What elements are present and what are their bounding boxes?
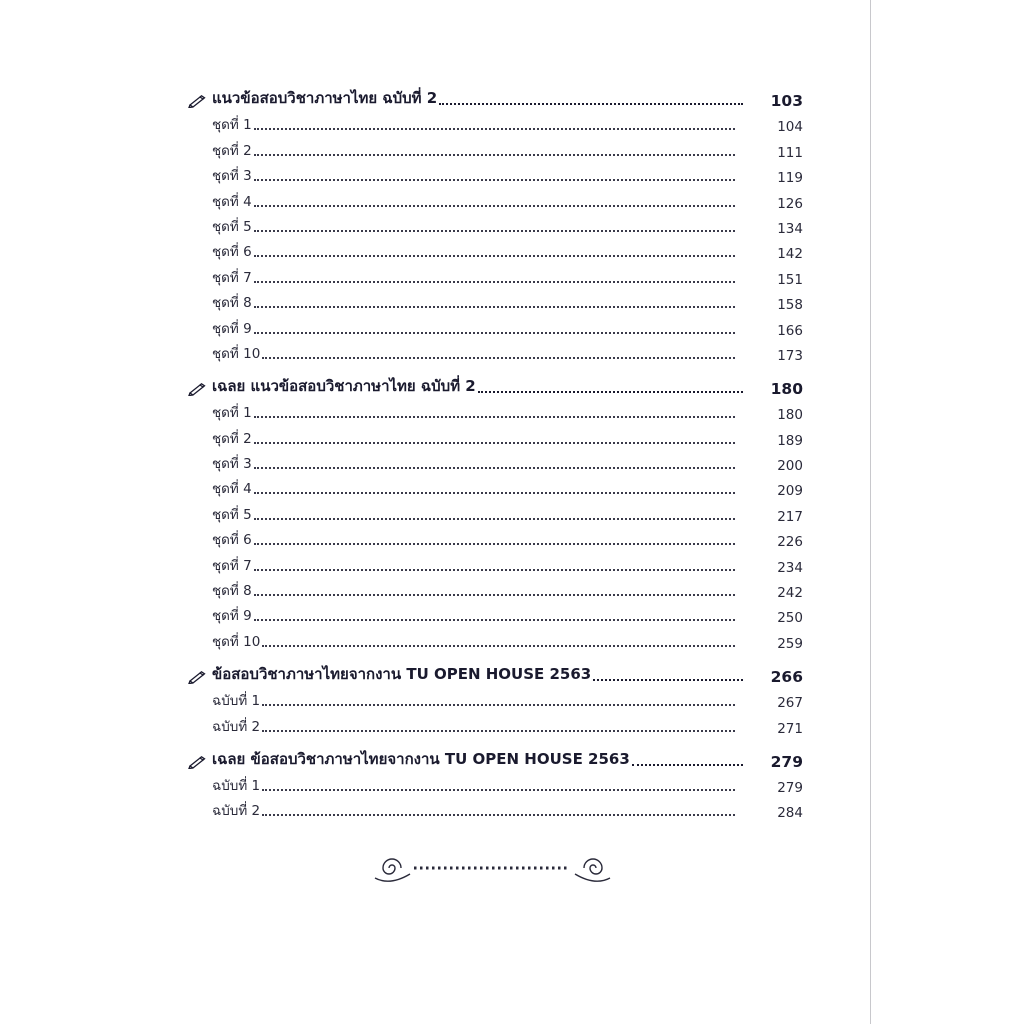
toc-entry-page: 217: [777, 508, 803, 525]
toc-heading-page: 279: [770, 752, 803, 771]
toc-entry-label: ชุดที่ 2: [212, 142, 252, 159]
toc-entry-row: [188, 576, 803, 601]
toc-heading-title: ข้อสอบวิชาภาษาไทยจากงาน TU OPEN HOUSE 2563: [212, 664, 592, 683]
dot-leader: [254, 179, 735, 181]
toc-entry-label: ชุดที่ 3: [212, 168, 252, 185]
toc-heading-title: แนวข้อสอบวิชาภาษาไทย ฉบับที่ 2: [212, 89, 438, 107]
toc-entry-page: 209: [777, 483, 803, 500]
dot-leader: [254, 154, 735, 156]
toc-entry-label: ชุดที่ 3: [212, 456, 252, 473]
toc-entry-row: [188, 423, 803, 448]
dot-leader: [632, 764, 743, 766]
dot-leader: [262, 814, 735, 816]
toc-entry-label: ชุดที่ 9: [212, 608, 252, 625]
toc-entry-row: [188, 212, 803, 237]
toc-entry-page: 234: [777, 559, 803, 576]
dot-leader: [254, 306, 735, 308]
toc-entry-label: ชุดที่ 5: [212, 506, 252, 523]
dot-leader: [593, 679, 743, 681]
toc-entry-row: [188, 237, 803, 262]
dot-leader: [254, 492, 735, 494]
toc-entry-row: [188, 110, 803, 135]
pencil-icon: [188, 382, 206, 396]
toc-heading-title: เฉลย แนวข้อสอบวิชาภาษาไทย ฉบับที่ 2: [212, 376, 476, 395]
dot-leader: [262, 704, 735, 706]
toc-entry-label: ชุดที่ 2: [212, 430, 252, 447]
toc-entry-row: [188, 525, 803, 550]
swirl-ornament-icon: [370, 848, 615, 888]
toc-entry-page: 279: [777, 779, 803, 796]
toc-entry-page: 151: [777, 271, 803, 288]
toc-entry-page: 250: [777, 610, 803, 627]
toc-entry-label: ชุดที่ 1: [212, 405, 252, 422]
toc-entry-row: [188, 288, 803, 313]
toc-entry-page: 104: [777, 119, 803, 136]
toc-heading-row: [188, 743, 803, 771]
toc-entry-row: [188, 262, 803, 287]
toc-heading-row: [188, 82, 803, 110]
toc-entry-label: ชุดที่ 5: [212, 218, 252, 235]
toc-entry-page: 111: [777, 144, 803, 161]
dot-leader: [254, 416, 735, 418]
table-of-contents: [188, 82, 803, 827]
dot-leader: [254, 569, 735, 571]
dot-leader: [254, 205, 735, 207]
toc-entry-row: [188, 771, 803, 796]
dot-leader: [478, 391, 743, 393]
dot-leader: [262, 789, 735, 791]
toc-entry-row: [188, 398, 803, 423]
pencil-icon: [188, 755, 206, 769]
dot-leader: [262, 645, 735, 647]
dot-leader: [262, 730, 735, 732]
toc-entry-label: ชุดที่ 1: [212, 117, 252, 134]
toc-heading-row: [188, 658, 803, 686]
toc-entry-row: [188, 161, 803, 186]
toc-entry-page: 119: [777, 170, 803, 187]
toc-entry-row: [188, 796, 803, 821]
toc-entry-label: ชุดที่ 7: [212, 269, 252, 286]
toc-entry-page: 134: [777, 220, 803, 237]
toc-entry-label: ชุดที่ 8: [212, 295, 252, 312]
dot-leader: [262, 357, 735, 359]
toc-entry-label: ฉบับที่ 1: [212, 693, 261, 710]
toc-entry-page: 173: [777, 347, 803, 364]
toc-heading-row: [188, 370, 803, 398]
toc-entry-label: ชุดที่ 10: [212, 345, 261, 362]
toc-entry-page: 180: [777, 407, 803, 424]
toc-heading-title: เฉลย ข้อสอบวิชาภาษาไทยจากงาน TU OPEN HOUSE 2563: [212, 749, 630, 768]
dot-leader: [439, 103, 743, 105]
toc-entry-page: 142: [777, 246, 803, 263]
toc-heading-page: 180: [770, 379, 803, 398]
toc-entry-row: [188, 711, 803, 736]
toc-entry-page: 158: [777, 297, 803, 314]
toc-entry-label: ชุดที่ 10: [212, 633, 261, 650]
dot-leader: [254, 619, 735, 621]
toc-entry-row: [188, 313, 803, 338]
toc-entry-label: ชุดที่ 6: [212, 244, 252, 261]
toc-entry-row: [188, 186, 803, 211]
toc-entry-row: [188, 135, 803, 160]
toc-entry-row: [188, 626, 803, 651]
toc-entry-row: [188, 601, 803, 626]
pencil-icon: [188, 94, 206, 108]
toc-heading-page: 103: [770, 92, 803, 110]
toc-entry-label: ชุดที่ 6: [212, 532, 252, 549]
toc-section: [188, 82, 803, 364]
dot-leader: [254, 230, 735, 232]
toc-heading-page: 266: [770, 667, 803, 686]
toc-entry-row: [188, 686, 803, 711]
dot-leader: [254, 281, 735, 283]
dot-leader: [254, 594, 735, 596]
toc-entry-page: 267: [777, 695, 803, 712]
toc-entry-page: 271: [777, 720, 803, 737]
toc-entry-page: 259: [777, 635, 803, 652]
toc-entry-row: [188, 449, 803, 474]
dot-leader: [254, 518, 735, 520]
toc-entry-label: ชุดที่ 4: [212, 481, 252, 498]
toc-entry-label: ชุดที่ 4: [212, 193, 252, 210]
toc-entry-page: 166: [777, 322, 803, 339]
toc-entry-label: ฉบับที่ 2: [212, 803, 261, 820]
dot-leader: [254, 442, 735, 444]
toc-entry-page: 284: [777, 805, 803, 822]
toc-section: [188, 743, 803, 822]
toc-entry-row: [188, 550, 803, 575]
toc-section: [188, 658, 803, 737]
toc-entry-label: ฉบับที่ 2: [212, 718, 261, 735]
toc-entry-page: 189: [777, 432, 803, 449]
dot-leader: [254, 332, 735, 334]
toc-entry-page: 126: [777, 195, 803, 212]
toc-entry-label: ชุดที่ 9: [212, 320, 252, 337]
page-edge: [870, 0, 871, 1024]
toc-entry-label: ชุดที่ 7: [212, 557, 252, 574]
dot-leader: [254, 543, 735, 545]
toc-entry-row: [188, 339, 803, 364]
dot-leader: [254, 467, 735, 469]
toc-entry-row: [188, 474, 803, 499]
toc-entry-label: ชุดที่ 8: [212, 583, 252, 600]
toc-entry-row: [188, 499, 803, 524]
pencil-icon: [188, 670, 206, 684]
dot-leader: [254, 255, 735, 257]
toc-entry-page: 200: [777, 458, 803, 475]
toc-entry-label: ฉบับที่ 1: [212, 777, 261, 794]
toc-entry-page: 226: [777, 534, 803, 551]
toc-entry-page: 242: [777, 585, 803, 602]
toc-section: [188, 370, 803, 652]
dot-leader: [254, 128, 735, 130]
